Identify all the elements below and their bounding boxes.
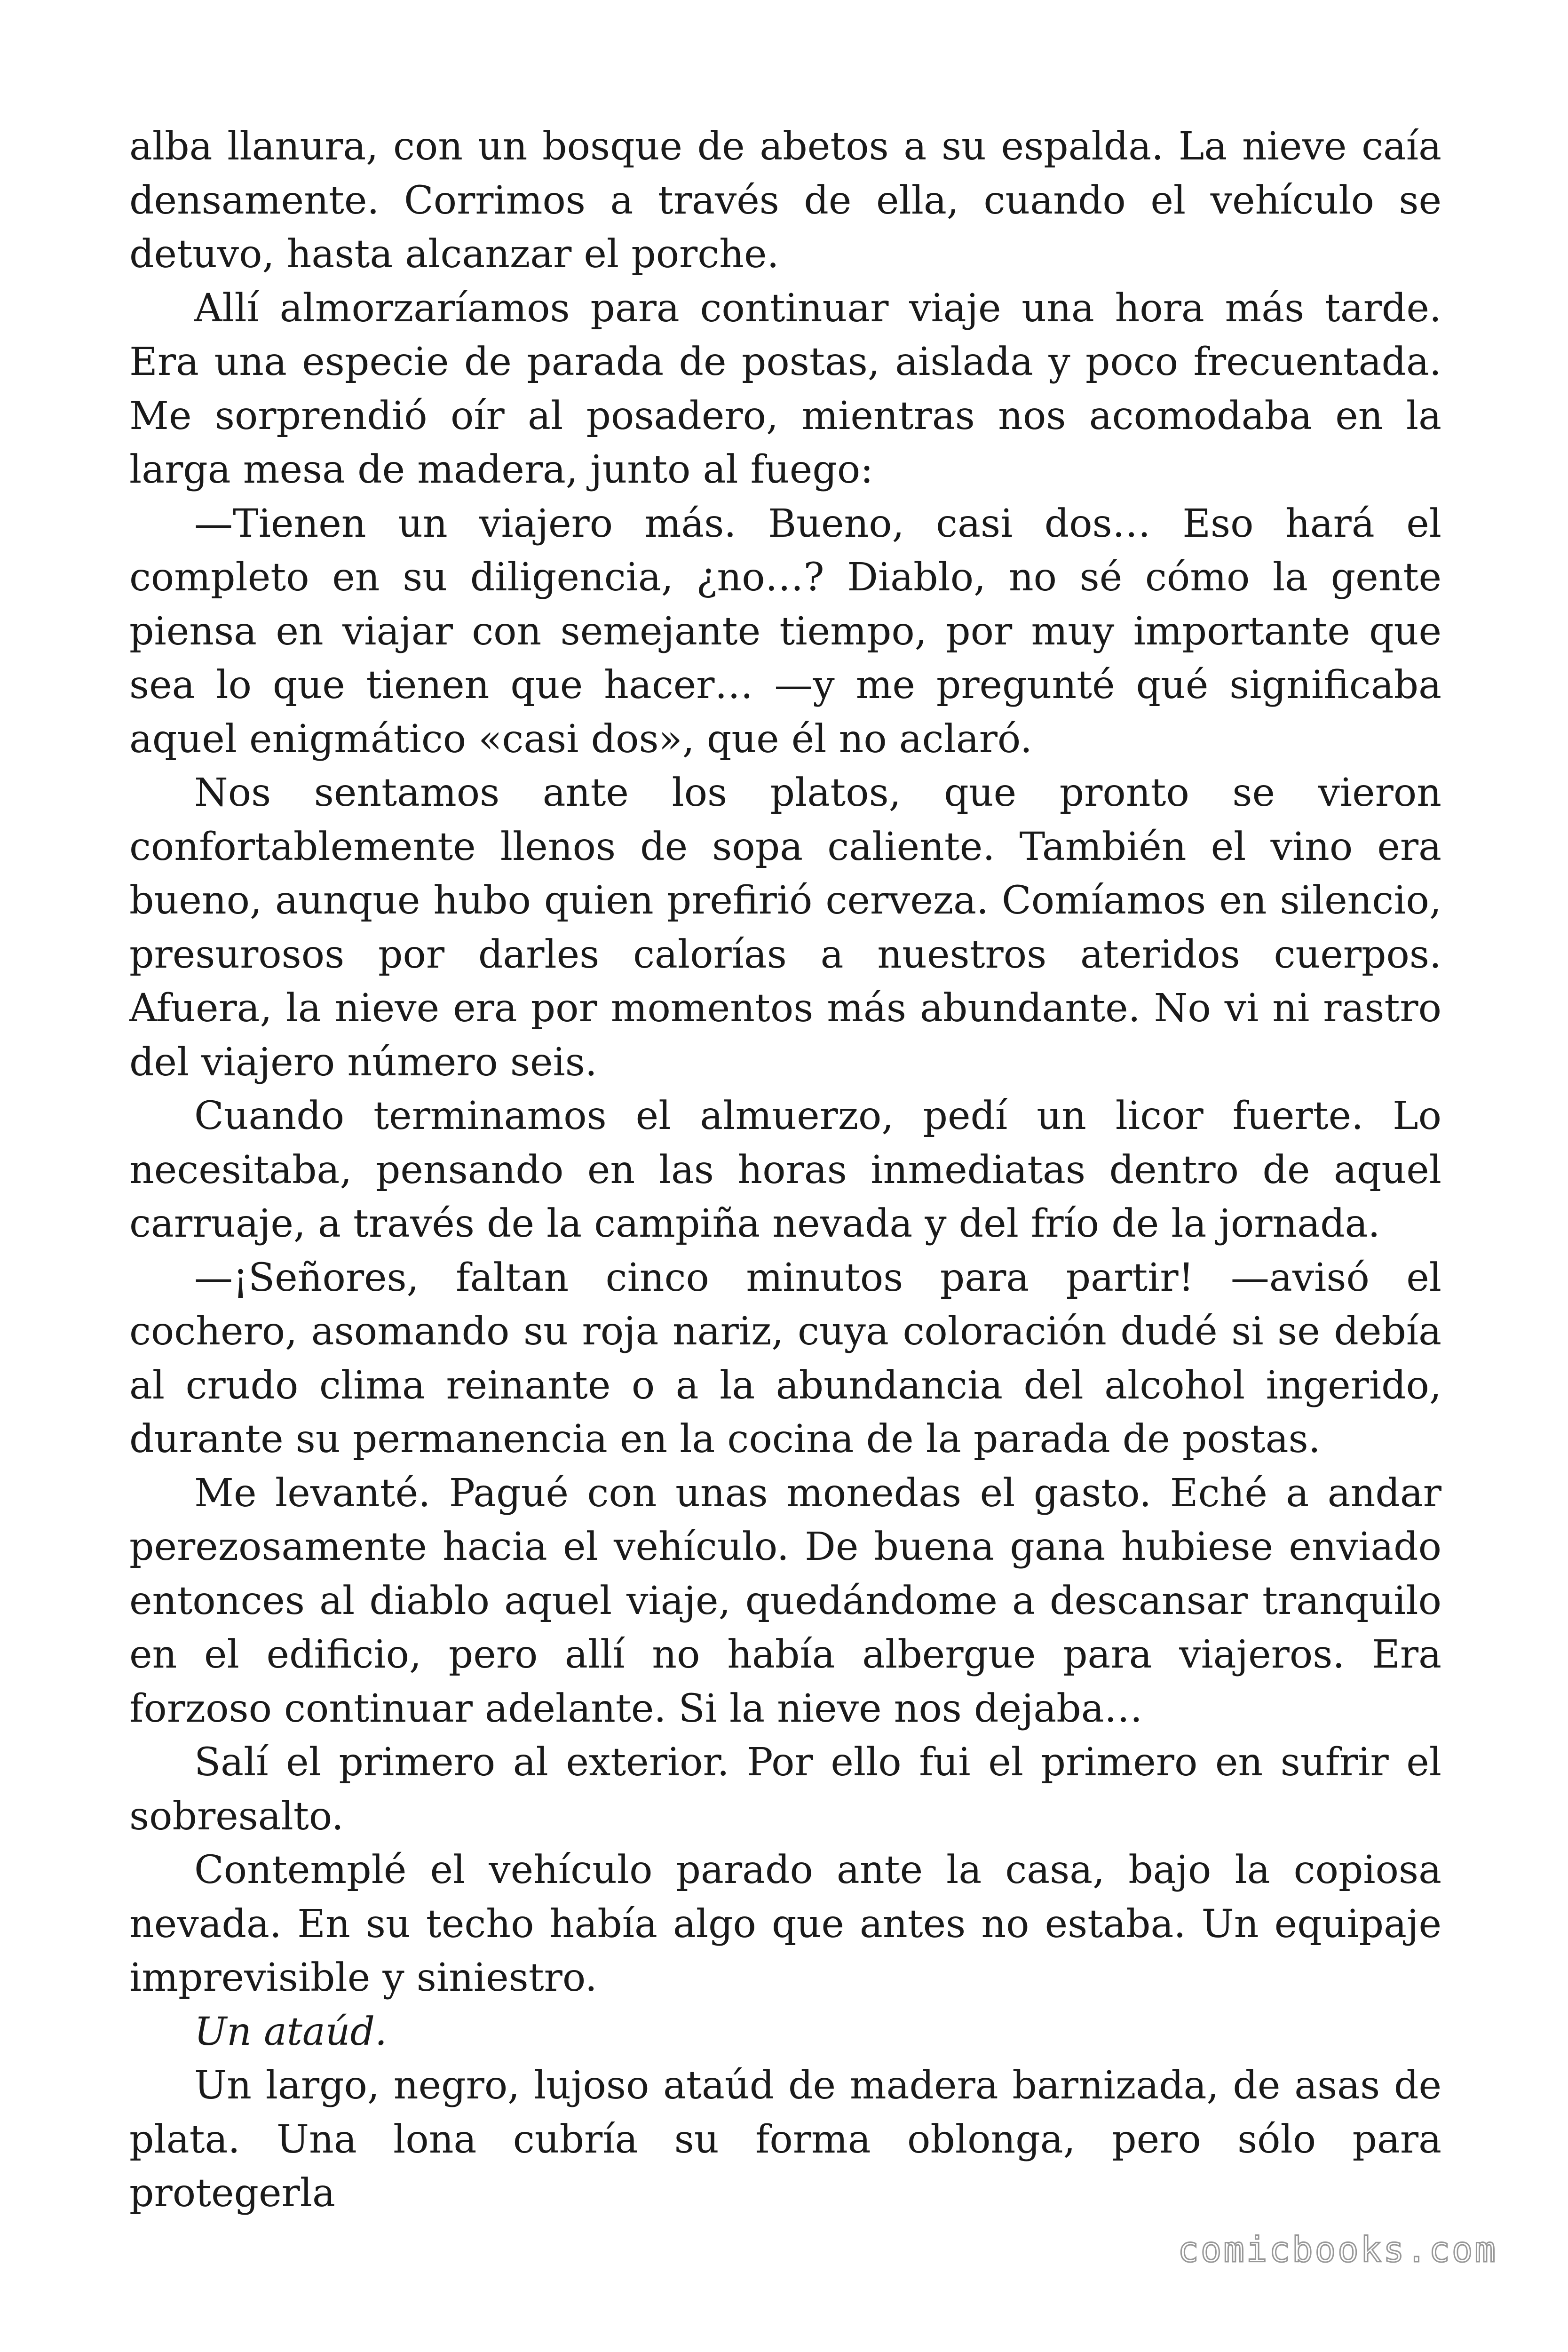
paragraph: Un largo, negro, lujoso ataúd de madera barnizada, de asas de plata. Una lona cubría su forma oblonga, pero sólo para protegerla — [129, 2063, 1441, 2216]
paragraph-dialogue: —Tienen un viajero más. Bueno, casi dos… Eso hará el completo en su diligencia, ¿no…? Diablo, no sé cómo la gente piensa en viajar con semejante tiempo, por muy importante que sea lo que tienen que hacer… —y me pregunté qué significaba aquel enigmático «casi dos», que él no aclaró. — [129, 501, 1441, 762]
paragraph-continued: alba llanura, con un bosque de abetos a su espalda. La nieve caía densamente. Corrimos a través de ella, cuando el vehículo se detuvo, hasta alcanzar el porche. — [129, 124, 1441, 277]
paragraph-italic: Un ataúd. — [194, 2009, 388, 2054]
watermark: comicbooks.com — [1178, 2230, 1497, 2270]
paragraph: Me levanté. Pagué con unas monedas el gasto. Eché a andar perezosamente hacia el vehículo. De buena gana hubiese enviado entonces al diablo aquel viaje, quedándome a descansar tranquilo en el edificio, pero allí no había albergue para viajeros. Era forzoso continuar adelante. Si la nieve nos dejaba… — [129, 1470, 1441, 1731]
paragraph: Nos sentamos ante los platos, que pronto se vieron confortablemente llenos de sopa caliente. También el vino era bueno, aunque hubo quien prefirió cerveza. Comíamos en silencio, presurosos por darles calorías a nuestros ateridos cuerpos. Afuera, la nieve era por momentos más abundante. No vi ni rastro del viajero número seis. — [129, 771, 1441, 1085]
paragraph-dialogue: —¡Señores, faltan cinco minutos para partir! —avisó el cochero, asomando su roja nariz, cuya coloración dudé si se debía al crudo clima reinante o a la abundancia del alcohol ingerido, durante su permanencia en la cocina de la parada de postas. — [129, 1255, 1441, 1462]
body-text — [129, 120, 1441, 2221]
paragraph: Cuando terminamos el almuerzo, pedí un licor fuerte. Lo necesitaba, pensando en las horas inmediatas dentro de aquel carruaje, a través de la campiña nevada y del frío de la jornada. — [129, 1094, 1441, 1246]
paragraph: Contemplé el vehículo parado ante la casa, bajo la copiosa nevada. En su techo había algo que antes no estaba. Un equipaje imprevisible y siniestro. — [129, 1848, 1441, 2000]
paragraph: Salí el primero al exterior. Por ello fui el primero en sufrir el sobresalto. — [129, 1740, 1441, 1839]
paragraph: Allí almorzaríamos para continuar viaje una hora más tarde. Era una especie de parada de postas, aislada y poco frecuentada. Me sorprendió oír al posadero, mientras nos acomodaba en la larga mesa de madera, junto al fuego: — [129, 286, 1441, 492]
